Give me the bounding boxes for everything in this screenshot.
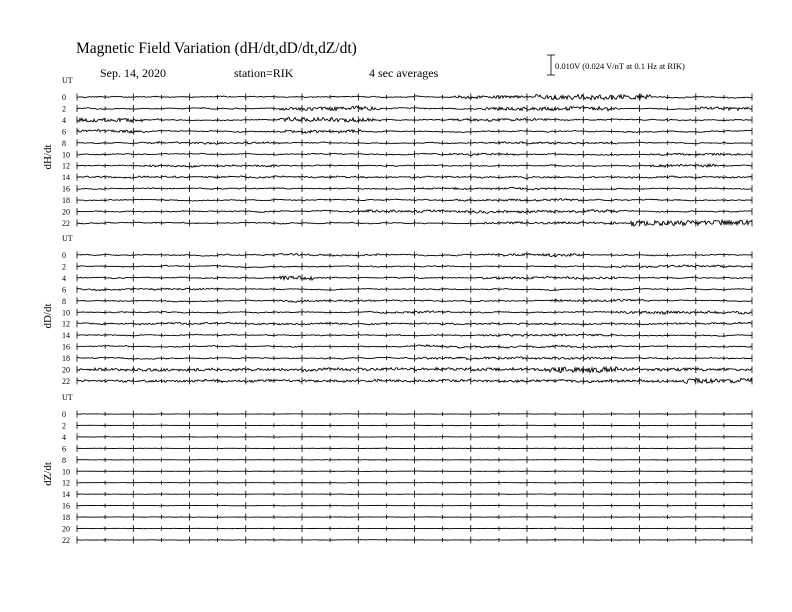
row-hour-label: 8 <box>62 138 66 148</box>
panel-dH-dt <box>42 76 752 228</box>
row-hour-label: 8 <box>62 455 66 465</box>
row-hour-label: 12 <box>62 161 70 171</box>
row-hour-label: 6 <box>62 444 66 454</box>
row-hour-label: 10 <box>62 150 70 160</box>
row-hour-label: 6 <box>62 127 66 137</box>
row-hour-label: 2 <box>62 421 66 431</box>
time-axis-label: UT <box>62 76 73 85</box>
row-hour-label: 18 <box>62 354 70 364</box>
row-hour-label: 20 <box>62 365 70 375</box>
station-label: station=RIK <box>234 66 294 80</box>
row-hour-label: 22 <box>62 535 70 545</box>
row-hour-label: 16 <box>62 184 70 194</box>
row-hour-label: 16 <box>62 501 70 511</box>
row-hour-label: 20 <box>62 207 70 217</box>
panel-dZ-dt <box>42 393 752 545</box>
scale-note: 0.010V (0.024 V/nT at 0.1 Hz at RIK) <box>555 61 685 71</box>
row-hour-label: 18 <box>62 196 70 206</box>
panel-dD-dt <box>42 234 752 386</box>
row-hour-label: 10 <box>62 308 70 318</box>
panel-ylabel: dH/dt <box>42 144 54 170</box>
row-hour-label: 14 <box>62 331 70 341</box>
row-hour-label: 0 <box>62 251 66 260</box>
chart-title: Magnetic Field Variation (dH/dt,dD/dt,dZ/dt) <box>76 40 357 57</box>
row-hour-label: 10 <box>62 467 70 477</box>
row-hour-label: 0 <box>62 410 66 419</box>
row-hour-label: 22 <box>62 218 70 228</box>
row-hour-label: 4 <box>62 115 66 125</box>
row-hour-label: 12 <box>62 478 70 488</box>
row-hour-label: 16 <box>62 342 70 352</box>
row-hour-label: 20 <box>62 524 70 534</box>
date-label: Sep. 14, 2020 <box>100 66 166 80</box>
row-hour-label: 6 <box>62 285 66 295</box>
scale-bar <box>547 55 685 75</box>
time-axis-label: UT <box>62 234 73 243</box>
row-hour-label: 2 <box>62 104 66 114</box>
panels-group <box>42 76 752 545</box>
row-hour-label: 14 <box>62 173 70 183</box>
row-hour-label: 8 <box>62 296 66 306</box>
row-hour-label: 0 <box>62 93 66 102</box>
row-hour-label: 22 <box>62 376 70 386</box>
row-hour-label: 4 <box>62 273 66 283</box>
time-axis-label: UT <box>62 393 73 402</box>
row-hour-label: 14 <box>62 490 70 500</box>
panel-ylabel: dZ/dt <box>42 462 54 486</box>
row-hour-label: 12 <box>62 319 70 329</box>
row-hour-label: 2 <box>62 262 66 272</box>
row-hour-label: 18 <box>62 513 70 523</box>
panel-ylabel: dD/dt <box>42 303 54 329</box>
averaging-label: 4 sec averages <box>369 66 439 80</box>
row-hour-label: 4 <box>62 432 66 442</box>
